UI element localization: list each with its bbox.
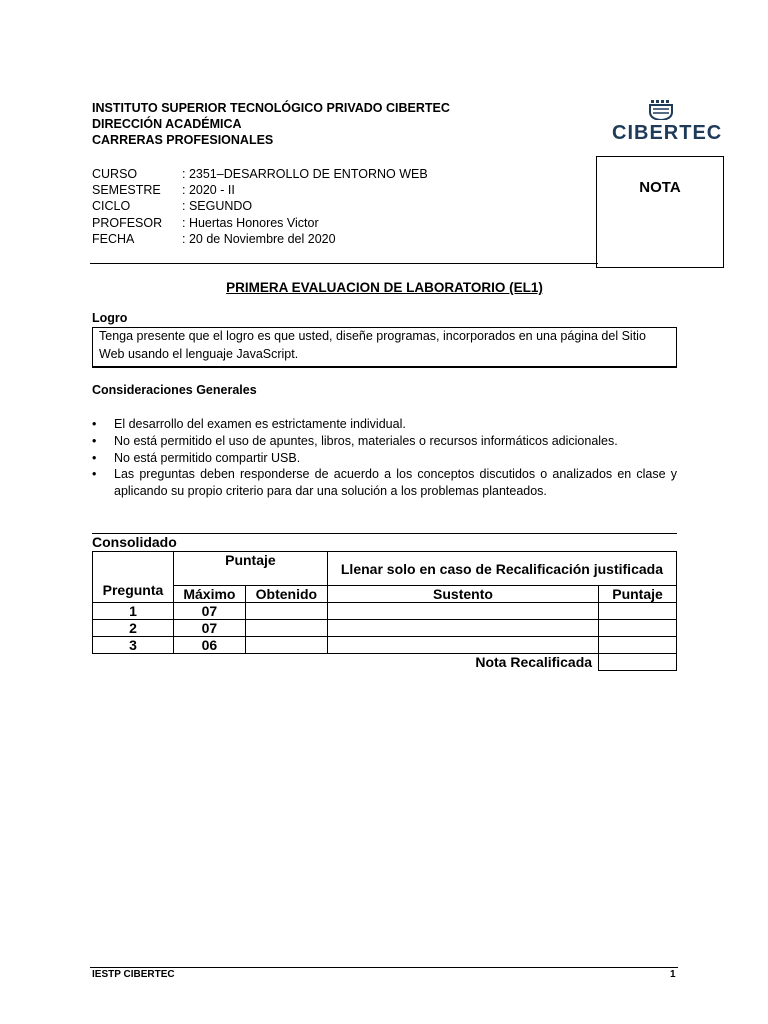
cell-maximo: 07 [173,603,245,620]
footer-divider [90,967,678,968]
table-subheader-row [93,586,677,603]
list-item: • Las preguntas deben responderse de acuerdo a los conceptos discutidos o analizados en clase y aplicando su propio criterio para dar una solución a los problemas planteados. [92,466,677,500]
info-value: : Huertas Honores Victor [182,215,319,230]
header-obtenido: Obtenido [245,586,327,603]
footer-institution: IESTP CIBERTEC [92,969,175,980]
cell-sustento[interactable] [327,637,598,654]
info-key: SEMESTRE [92,183,161,198]
logo-text: CIBERTEC [612,122,723,144]
cell-maximo: 06 [173,637,245,654]
cell-puntaje[interactable] [599,637,677,654]
nota-recalificada-cell[interactable] [599,654,677,671]
nota-label: NOTA [639,179,681,196]
institution-header [92,100,450,148]
info-value: : 20 de Noviembre del 2020 [182,231,336,246]
cibertec-logo [612,100,723,146]
header-line-3: CARRERAS PROFESIONALES [92,133,274,147]
info-key: PROFESOR [92,215,163,230]
header-puntaje-recal: Puntaje [599,586,677,603]
table-header-row [93,552,677,586]
cell-pregunta: 1 [93,603,174,620]
info-row-ciclo [92,198,428,214]
header-line-2: DIRECCIÓN ACADÉMICA [92,117,242,131]
cell-sustento[interactable] [327,603,598,620]
info-key: FECHA [92,231,135,246]
info-key: CURSO [92,167,138,181]
table-row [93,620,677,637]
consideraciones-label: Consideraciones Generales [92,383,257,397]
divider [92,533,677,534]
cell-maximo: 07 [173,620,245,637]
info-value: : 2020 - II [182,183,235,198]
info-value: : 2351–DESARROLLO DE ENTORNO WEB [182,167,428,181]
cell-puntaje[interactable] [599,603,677,620]
info-row-semestre [92,182,428,198]
list-item: • El desarrollo del examen es estrictamente individual. [92,416,677,433]
header-puntaje: Puntaje [173,552,327,586]
info-value: : SEGUNDO [182,199,253,214]
cell-puntaje[interactable] [599,620,677,637]
cell-obtenido[interactable] [245,603,327,620]
info-row-profesor [92,215,428,231]
page-number: 1 [670,969,676,980]
consideraciones-list [92,416,677,500]
cell-sustento[interactable] [327,620,598,637]
header-sustento: Sustento [327,586,598,603]
header-line-1: INSTITUTO SUPERIOR TECNOLÓGICO PRIVADO CIBERTEC [92,101,450,115]
list-item: • No está permitido el uso de apuntes, libros, materiales o recursos informáticos adicionales. [92,433,677,450]
info-row-fecha [92,231,428,247]
crest-icon [648,100,678,120]
cell-pregunta: 3 [93,637,174,654]
divider [90,263,598,264]
logro-label: Logro [92,311,128,325]
nota-box[interactable] [596,156,724,268]
header-recalificacion: Llenar solo en caso de Recalificación justificada [327,552,676,586]
course-info [92,166,428,247]
info-key: CICLO [92,199,131,214]
logro-box: Tenga presente que el logro es que usted, diseñe programas, incorporados en una página del Sitio Web usando el lenguaje JavaScript. [92,327,677,368]
cell-obtenido[interactable] [245,620,327,637]
header-maximo: Máximo [173,586,245,603]
list-item: • No está permitido compartir USB. [92,450,677,467]
info-row-curso [92,166,428,182]
consolidado-label: Consolidado [92,534,177,550]
header-pregunta: Pregunta [93,552,174,603]
nota-recalificada-label: Nota Recalificada [475,654,593,671]
nota-recalificada-row [93,654,677,671]
table-row [93,603,677,620]
cell-pregunta: 2 [93,620,174,637]
cell-obtenido[interactable] [245,637,327,654]
table-row [93,637,677,654]
consolidado-table [92,551,677,671]
page-title: PRIMERA EVALUACION DE LABORATORIO (EL1) [226,280,543,295]
